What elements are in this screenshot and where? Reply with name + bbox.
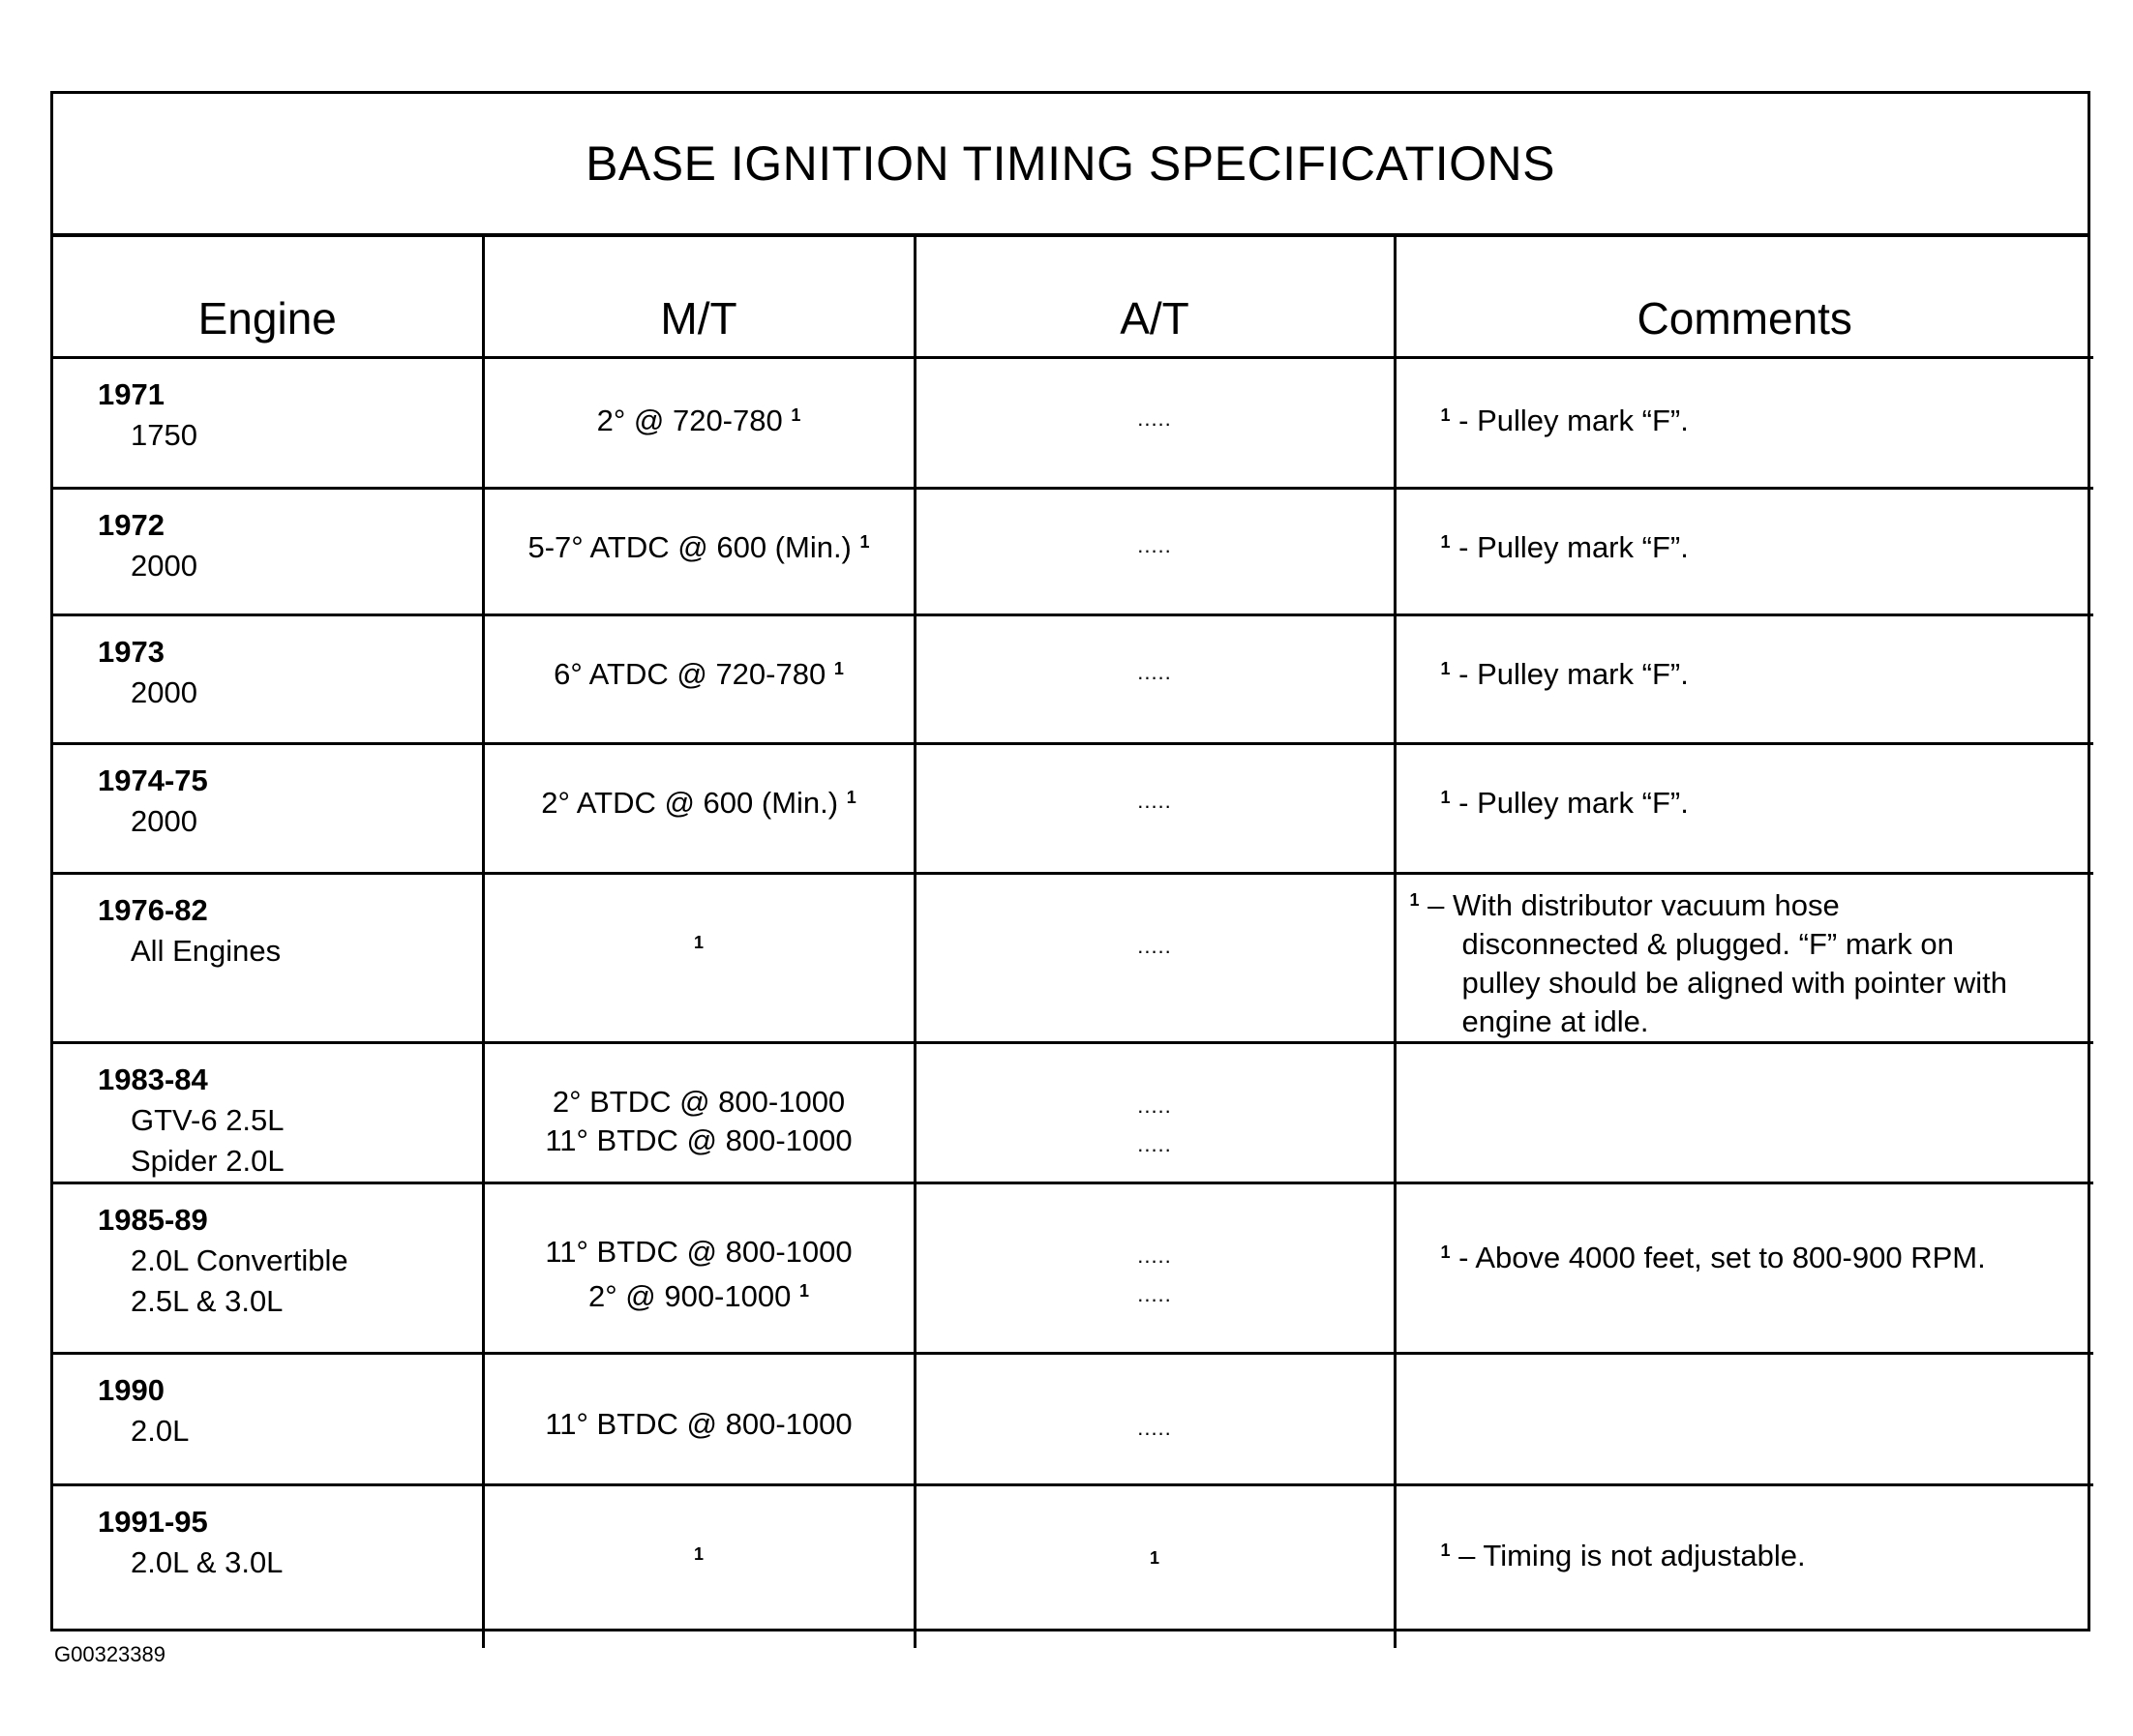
at-value: .....	[1137, 933, 1172, 958]
header-row	[53, 237, 2093, 357]
engine-label: All Engines	[131, 933, 282, 968]
mt-cell	[483, 614, 915, 743]
footnote-marker: 1	[1440, 531, 1451, 552]
year-label: 1971	[98, 376, 165, 411]
at-cell	[915, 873, 1395, 1042]
year-label: 1991-95	[98, 1504, 208, 1539]
mt-cell	[483, 873, 915, 1042]
comment-cell	[1395, 1484, 2093, 1648]
mt-value	[485, 1233, 914, 1272]
comment-cell	[1395, 743, 2093, 873]
table-title: BASE IGNITION TIMING SPECIFICATIONS	[53, 94, 2088, 237]
mt-cell	[483, 1182, 915, 1353]
mt-text: 5-7° ATDC @ 600 (Min.)	[527, 529, 852, 564]
mt-text: 2° ATDC @ 600 (Min.)	[541, 785, 839, 820]
footnote-marker: 1	[1440, 1540, 1451, 1560]
engine-label: 2.0L & 3.0L	[131, 1544, 284, 1579]
comment-cell	[1395, 357, 2093, 488]
mt-text: 2° @ 900-1000	[588, 1278, 792, 1313]
at-value: .....	[1137, 1415, 1172, 1440]
comment-text: – With distributor vacuum hose	[1427, 887, 1840, 922]
engine-label: GTV-6 2.5L	[131, 1102, 285, 1137]
footnote-marker: 1	[833, 658, 844, 678]
engine-label: 2000	[131, 803, 197, 838]
mt-value	[485, 1535, 914, 1579]
at-cell	[915, 1042, 1395, 1182]
engine-cell	[53, 357, 483, 488]
comment-line	[1410, 925, 2094, 964]
at-value: .....	[1137, 1131, 1172, 1156]
engine-label: 2000	[131, 548, 197, 583]
mt-cell	[483, 488, 915, 614]
header-mt: M/T	[483, 237, 915, 357]
engine-label: 2.0L	[131, 1413, 190, 1448]
comment-text: - Pulley mark “F”.	[1458, 529, 1689, 564]
comment-text: - Pulley mark “F”.	[1458, 785, 1689, 820]
footnote-marker: 1	[1440, 787, 1451, 807]
mt-cell	[483, 1042, 915, 1182]
footnote-marker: 1	[1440, 658, 1451, 678]
at-cell	[915, 1182, 1395, 1353]
at-value: .....	[1137, 1281, 1172, 1306]
engine-cell	[53, 614, 483, 743]
comment-line	[1441, 649, 2094, 694]
at-value: .....	[1137, 659, 1172, 684]
ignition-timing-table	[53, 237, 2093, 1648]
mt-cell	[483, 1353, 915, 1484]
footnote-marker: 1	[1440, 404, 1451, 425]
footnote-marker: 1	[846, 787, 856, 807]
comment-line	[1441, 1531, 2094, 1575]
comment-text: disconnected & plugged. “F” mark on	[1461, 926, 1954, 961]
mt-text: 2° BTDC @ 800-1000	[552, 1084, 846, 1119]
at-cell	[915, 743, 1395, 873]
comment-line	[1410, 964, 2094, 1003]
engine-label: 2.0L Convertible	[131, 1242, 348, 1277]
at-cell	[915, 488, 1395, 614]
mt-cell	[483, 743, 915, 873]
mt-text: 11° BTDC @ 800-1000	[545, 1122, 853, 1157]
table-row	[53, 873, 2093, 1042]
at-value: .....	[1137, 532, 1172, 557]
table-row	[53, 1353, 2093, 1484]
year-label: 1974-75	[98, 763, 208, 797]
year-label: 1976-82	[98, 892, 208, 927]
footnote-marker: 1	[859, 531, 870, 552]
year-label: 1973	[98, 634, 165, 669]
comment-cell	[1395, 1353, 2093, 1484]
mt-value	[485, 778, 914, 823]
footnote-marker: 1	[798, 1280, 809, 1301]
table-row	[53, 1182, 2093, 1353]
engine-label: 1750	[131, 417, 197, 452]
figure-id: G00323389	[54, 1642, 165, 1666]
at-value: .....	[1137, 788, 1172, 813]
comment-line	[1410, 881, 2094, 925]
comment-text: - Above 4000 feet, set to 800-900 RPM.	[1458, 1240, 1986, 1274]
comment-cell	[1395, 873, 2093, 1042]
comment-text: – Timing is not adjustable.	[1458, 1538, 1806, 1572]
engine-label: 2.5L & 3.0L	[131, 1283, 284, 1318]
comment-line	[1441, 523, 2094, 567]
mt-cell	[483, 357, 915, 488]
footnote-marker: 1	[693, 1543, 704, 1564]
comment-line	[1441, 778, 2094, 823]
year-label: 1972	[98, 507, 165, 542]
comment-text: engine at idle.	[1461, 1003, 1649, 1038]
header-comments: Comments	[1395, 237, 2093, 357]
mt-text: 6° ATDC @ 720-780	[554, 656, 826, 691]
at-value: .....	[1137, 1242, 1172, 1268]
footnote-marker: 1	[791, 404, 801, 425]
spec-table-frame	[50, 91, 2090, 1631]
mt-text: 11° BTDC @ 800-1000	[545, 1406, 853, 1441]
engine-cell	[53, 1484, 483, 1648]
mt-value	[485, 396, 914, 440]
footnote-marker: 1	[693, 932, 704, 952]
year-label: 1983-84	[98, 1062, 208, 1096]
comment-cell	[1395, 1182, 2093, 1353]
engine-cell	[53, 1042, 483, 1182]
mt-value	[485, 1122, 914, 1160]
footnote-marker: 1	[1409, 889, 1420, 910]
table-row	[53, 1042, 2093, 1182]
at-cell	[915, 357, 1395, 488]
comment-text: - Pulley mark “F”.	[1458, 656, 1689, 691]
comment-cell	[1395, 488, 2093, 614]
comment-line	[1441, 1233, 2094, 1277]
footnote-marker: 1	[1440, 1242, 1451, 1262]
engine-cell	[53, 743, 483, 873]
comment-line	[1410, 1003, 2094, 1041]
at-value	[916, 1539, 1394, 1583]
header-at: A/T	[915, 237, 1395, 357]
mt-value	[485, 1272, 914, 1316]
mt-text: 2° @ 720-780	[596, 403, 783, 437]
mt-value	[485, 1083, 914, 1122]
year-label: 1990	[98, 1372, 165, 1407]
footnote-marker: 1	[1149, 1547, 1159, 1568]
comment-text: - Pulley mark “F”.	[1458, 403, 1689, 437]
comment-cell	[1395, 1042, 2093, 1182]
mt-value	[485, 523, 914, 567]
table-row	[53, 614, 2093, 743]
engine-cell	[53, 488, 483, 614]
comment-cell	[1395, 614, 2093, 743]
year-label: 1985-89	[98, 1202, 208, 1237]
header-engine: Engine	[53, 237, 483, 357]
engine-cell	[53, 1353, 483, 1484]
engine-label: Spider 2.0L	[131, 1143, 285, 1178]
table-row	[53, 357, 2093, 488]
engine-cell	[53, 873, 483, 1042]
mt-value	[485, 923, 914, 968]
comment-text: pulley should be aligned with pointer with	[1461, 965, 2008, 1000]
engine-label: 2000	[131, 674, 197, 709]
mt-value	[485, 1405, 914, 1444]
mt-text: 11° BTDC @ 800-1000	[545, 1234, 853, 1269]
at-value: .....	[1137, 405, 1172, 431]
mt-cell	[483, 1484, 915, 1648]
comment-line	[1441, 396, 2094, 440]
table-row	[53, 1484, 2093, 1648]
at-cell	[915, 1484, 1395, 1648]
at-cell	[915, 614, 1395, 743]
at-cell	[915, 1353, 1395, 1484]
engine-cell	[53, 1182, 483, 1353]
table-row	[53, 488, 2093, 614]
mt-value	[485, 649, 914, 694]
table-row	[53, 743, 2093, 873]
at-value: .....	[1137, 1092, 1172, 1118]
